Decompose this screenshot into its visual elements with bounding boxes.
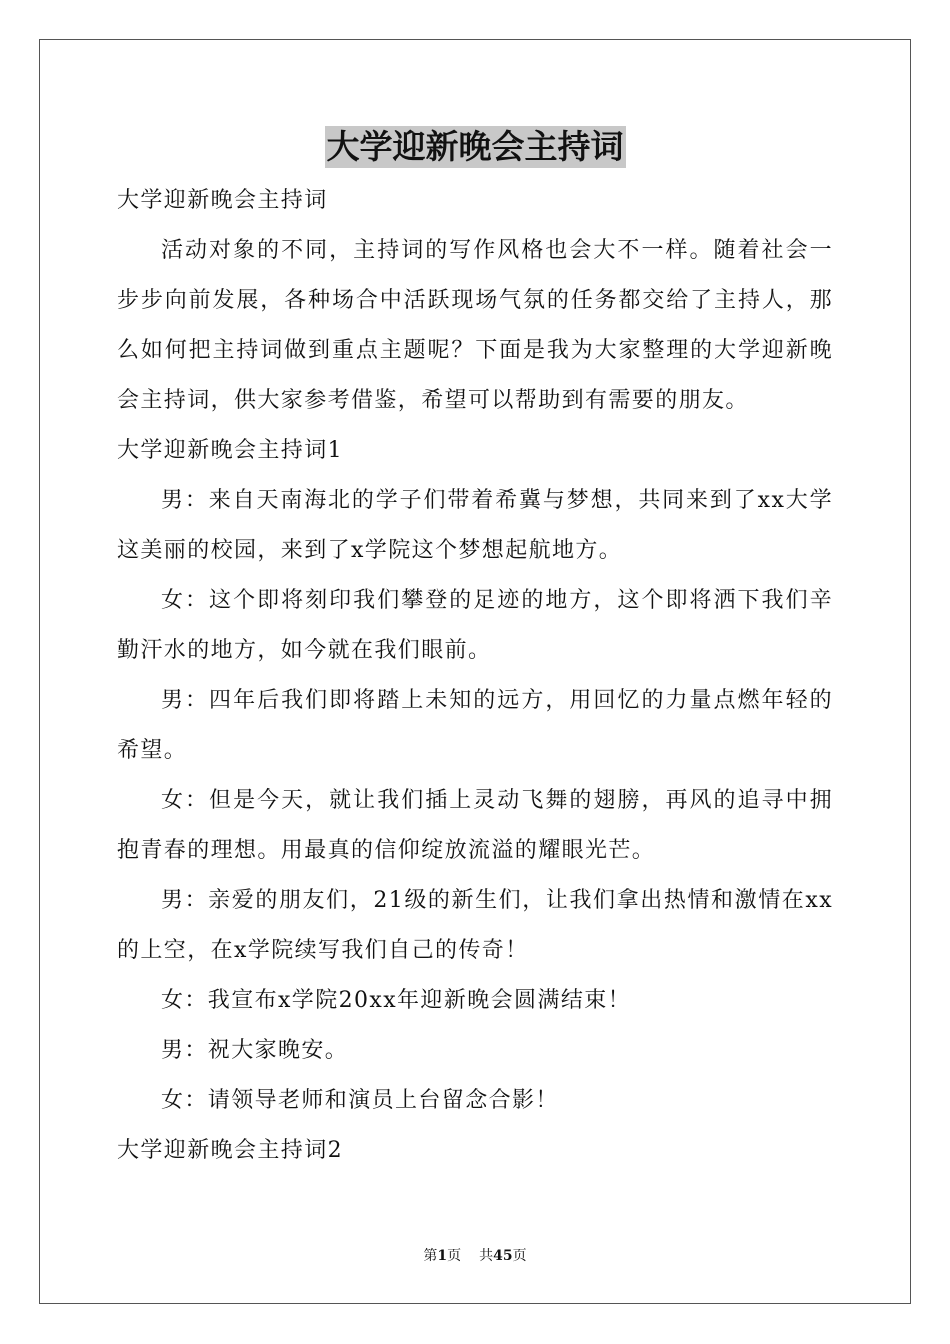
body-paragraph: 女：这个即将刻印我们攀登的足迹的地方，这个即将洒下我们辛勤汗水的地方，如今就在我们眼前。	[117, 588, 833, 663]
body-paragraph: 大学迎新晚会主持词	[117, 188, 328, 213]
page-number: 1	[437, 1248, 448, 1264]
body-paragraph: 女：但是今天，就让我们插上灵动飞舞的翅膀，再风的追寻中拥抱青春的理想。用最真的信仰绽放流溢的耀眼光芒。	[117, 788, 833, 863]
body-paragraph: 女：我宣布x学院20xx年迎新晚会圆满结束！	[161, 988, 632, 1013]
body-paragraph: 男：祝大家晚安。	[161, 1038, 349, 1063]
body-paragraph: 活动对象的不同，主持词的写作风格也会大不一样。随着社会一步步向前发展，各种场合中活跃现场气氛的任务都交给了主持人，那么如何把主持词做到重点主题呢？下面是我为大家整理的大学迎新晚会主持词，供大家参考借鉴，希望可以帮助到有需要的朋友。	[117, 238, 833, 413]
page-footer	[0, 1246, 950, 1266]
page-prefix: 第	[423, 1248, 438, 1264]
title-container	[0, 126, 950, 168]
total-prefix: 共	[479, 1248, 494, 1264]
body-paragraph: 女：请领导老师和演员上台留念合影！	[161, 1088, 559, 1113]
document-body	[117, 176, 833, 1176]
body-paragraph: 大学迎新晚会主持词2	[117, 1138, 343, 1163]
body-paragraph: 男：四年后我们即将踏上未知的远方，用回忆的力量点燃年轻的希望。	[117, 688, 833, 763]
body-paragraph: 大学迎新晚会主持词1	[117, 438, 343, 463]
page-suffix: 页	[447, 1248, 462, 1264]
body-paragraph: 男：来自天南海北的学子们带着希冀与梦想，共同来到了xx大学这美丽的校园，来到了x学院这个梦想起航地方。	[117, 488, 833, 563]
total-suffix: 页	[512, 1248, 527, 1264]
document-title: 大学迎新晚会主持词	[326, 127, 624, 166]
body-paragraph: 男：亲爱的朋友们，21级的新生们，让我们拿出热情和激情在xx的上空，在x学院续写我们自己的传奇！	[117, 888, 833, 963]
total-pages: 45	[493, 1248, 513, 1264]
